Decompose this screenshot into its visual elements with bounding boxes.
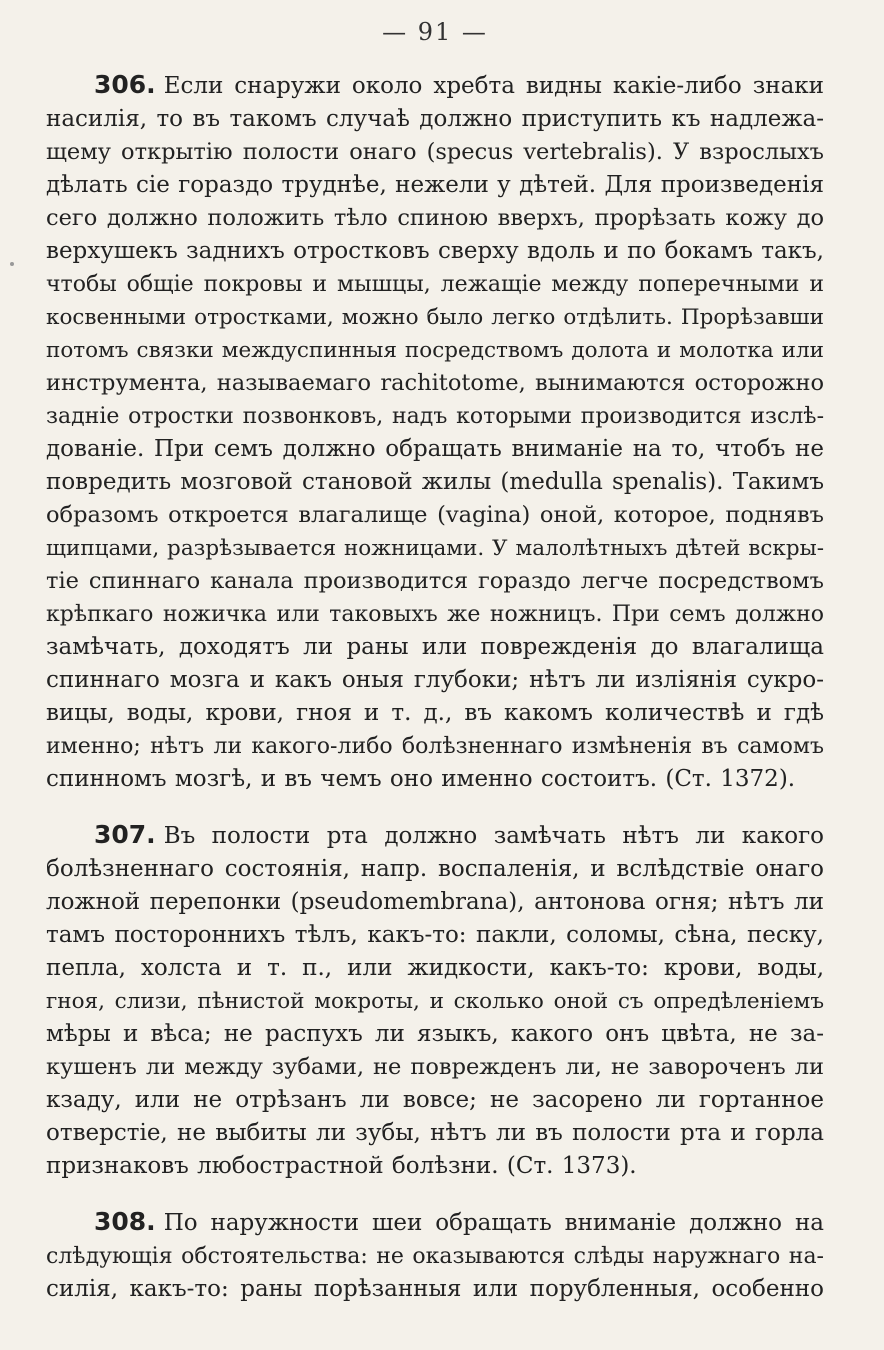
paragraph-306	[46, 68, 824, 796]
text-line: гноя, слизи, пѣнистой мокроты, и сколько оной съ опредѣленіемъ	[46, 989, 824, 1014]
text-line: 308. По наружности шеи обращать вниманіе должно на	[94, 1207, 824, 1236]
text-line: потомъ связки междуспинныя посредствомъ долота и молотка или	[46, 338, 824, 363]
paragraph-number: 306.	[94, 70, 156, 99]
text-line: отверстіе, не выбиты ли зубы, нѣтъ ли въ полости рта и горла	[46, 1120, 824, 1146]
text-line: болѣзненнаго состоянія, напр. воспаленія, и вслѣдствіе онаго	[46, 856, 824, 882]
text-line: силія, какъ-то: раны порѣзанныя или порубленныя, особенно	[46, 1276, 824, 1302]
text-line: признаковъ любострастной болѣзни. (Ст. 1373).	[46, 1153, 637, 1179]
paragraph-number: 307.	[94, 820, 156, 849]
text-line: задніе отростки позвонковъ, надъ которыми производится изслѣ-	[46, 404, 824, 429]
text-line: замѣчать, доходятъ ли раны или поврежденія до влагалища	[46, 634, 824, 660]
text-line: дѣлать сіе гораздо труднѣе, нежели у дѣтей. Для произведенія	[46, 172, 824, 198]
text-line: сего должно положить тѣло спиною вверхъ, прорѣзать кожу до	[46, 205, 824, 231]
text-line: тамъ постороннихъ тѣлъ, какъ-то: пакли, соломы, сѣна, песку,	[46, 922, 824, 948]
text-line: дованіе. При семъ должно обращать вниманіе на то, чтобъ не	[46, 436, 824, 462]
text-line: мѣры и вѣса; не распухъ ли языкъ, какого онъ цвѣта, не за-	[46, 1021, 824, 1047]
text-line: спиннаго мозга и какъ оныя глубоки; нѣтъ ли изліянія сукро-	[46, 667, 824, 693]
page-number: — 91 —	[382, 18, 488, 46]
text-line: кушенъ ли между зубами, не поврежденъ ли, не завороченъ ли	[46, 1054, 824, 1080]
paragraph-307	[46, 818, 824, 1183]
text-line: слѣдующія обстоятельства: не оказываются слѣды наружнаго на-	[46, 1244, 824, 1269]
text-line: образомъ откроется влагалище (vagina) оной, которое, поднявъ	[46, 502, 824, 528]
text-line: спинномъ мозгѣ, и въ чемъ оно именно состоитъ. (Ст. 1372).	[46, 766, 796, 792]
text-line: насилія, то въ такомъ случаѣ должно приступить къ надлежа-	[46, 106, 824, 132]
text-line: пепла, холста и т. п., или жидкости, какъ-то: крови, воды,	[46, 955, 824, 981]
text-line: тіе спиннаго канала производится гораздо легче посредствомъ	[46, 568, 824, 594]
margin-speck	[10, 262, 14, 266]
text-line: верхушекъ заднихъ отростковъ сверху вдоль и по бокамъ такъ,	[46, 238, 824, 264]
text-line: именно; нѣтъ ли какого-либо болѣзненнаго измѣненія въ самомъ	[46, 734, 824, 759]
text-line: 306. Если снаружи около хребта видны какіе-либо знаки	[94, 70, 824, 99]
text-line: крѣпкаго ножичка или таковыхъ же ножницъ. При семъ должно	[46, 602, 824, 627]
text-line: вицы, воды, крови, гноя и т. д., въ какомъ количествѣ и гдѣ	[46, 700, 824, 726]
paragraph-308	[46, 1205, 824, 1306]
text-line: щипцами, разрѣзывается ножницами. У малолѣтныхъ дѣтей вскры-	[46, 536, 824, 561]
text-line: ложной перепонки (pseudomembrana), антонова огня; нѣтъ ли	[46, 889, 824, 915]
paragraph-number: 308.	[94, 1207, 156, 1236]
text-line: косвенными отростками, можно было легко отдѣлить. Прорѣзавши	[46, 305, 824, 330]
text-line: повредить мозговой становой жилы (medulla spenalis). Такимъ	[46, 469, 824, 495]
text-line: чтобы общіе покровы и мышцы, лежащіе между поперечными и	[46, 272, 824, 297]
text-line: инструмента, называемаго rachitotome, вынимаются осторожно	[46, 370, 824, 396]
text-line: щему открытію полости онаго (specus vertebralis). У взрослыхъ	[46, 139, 824, 165]
text-line: 307. Въ полости рта должно замѣчать нѣтъ ли какого	[94, 820, 824, 849]
text-line: кзаду, или не отрѣзанъ ли вовсе; не засорено ли гортанное	[46, 1087, 824, 1113]
